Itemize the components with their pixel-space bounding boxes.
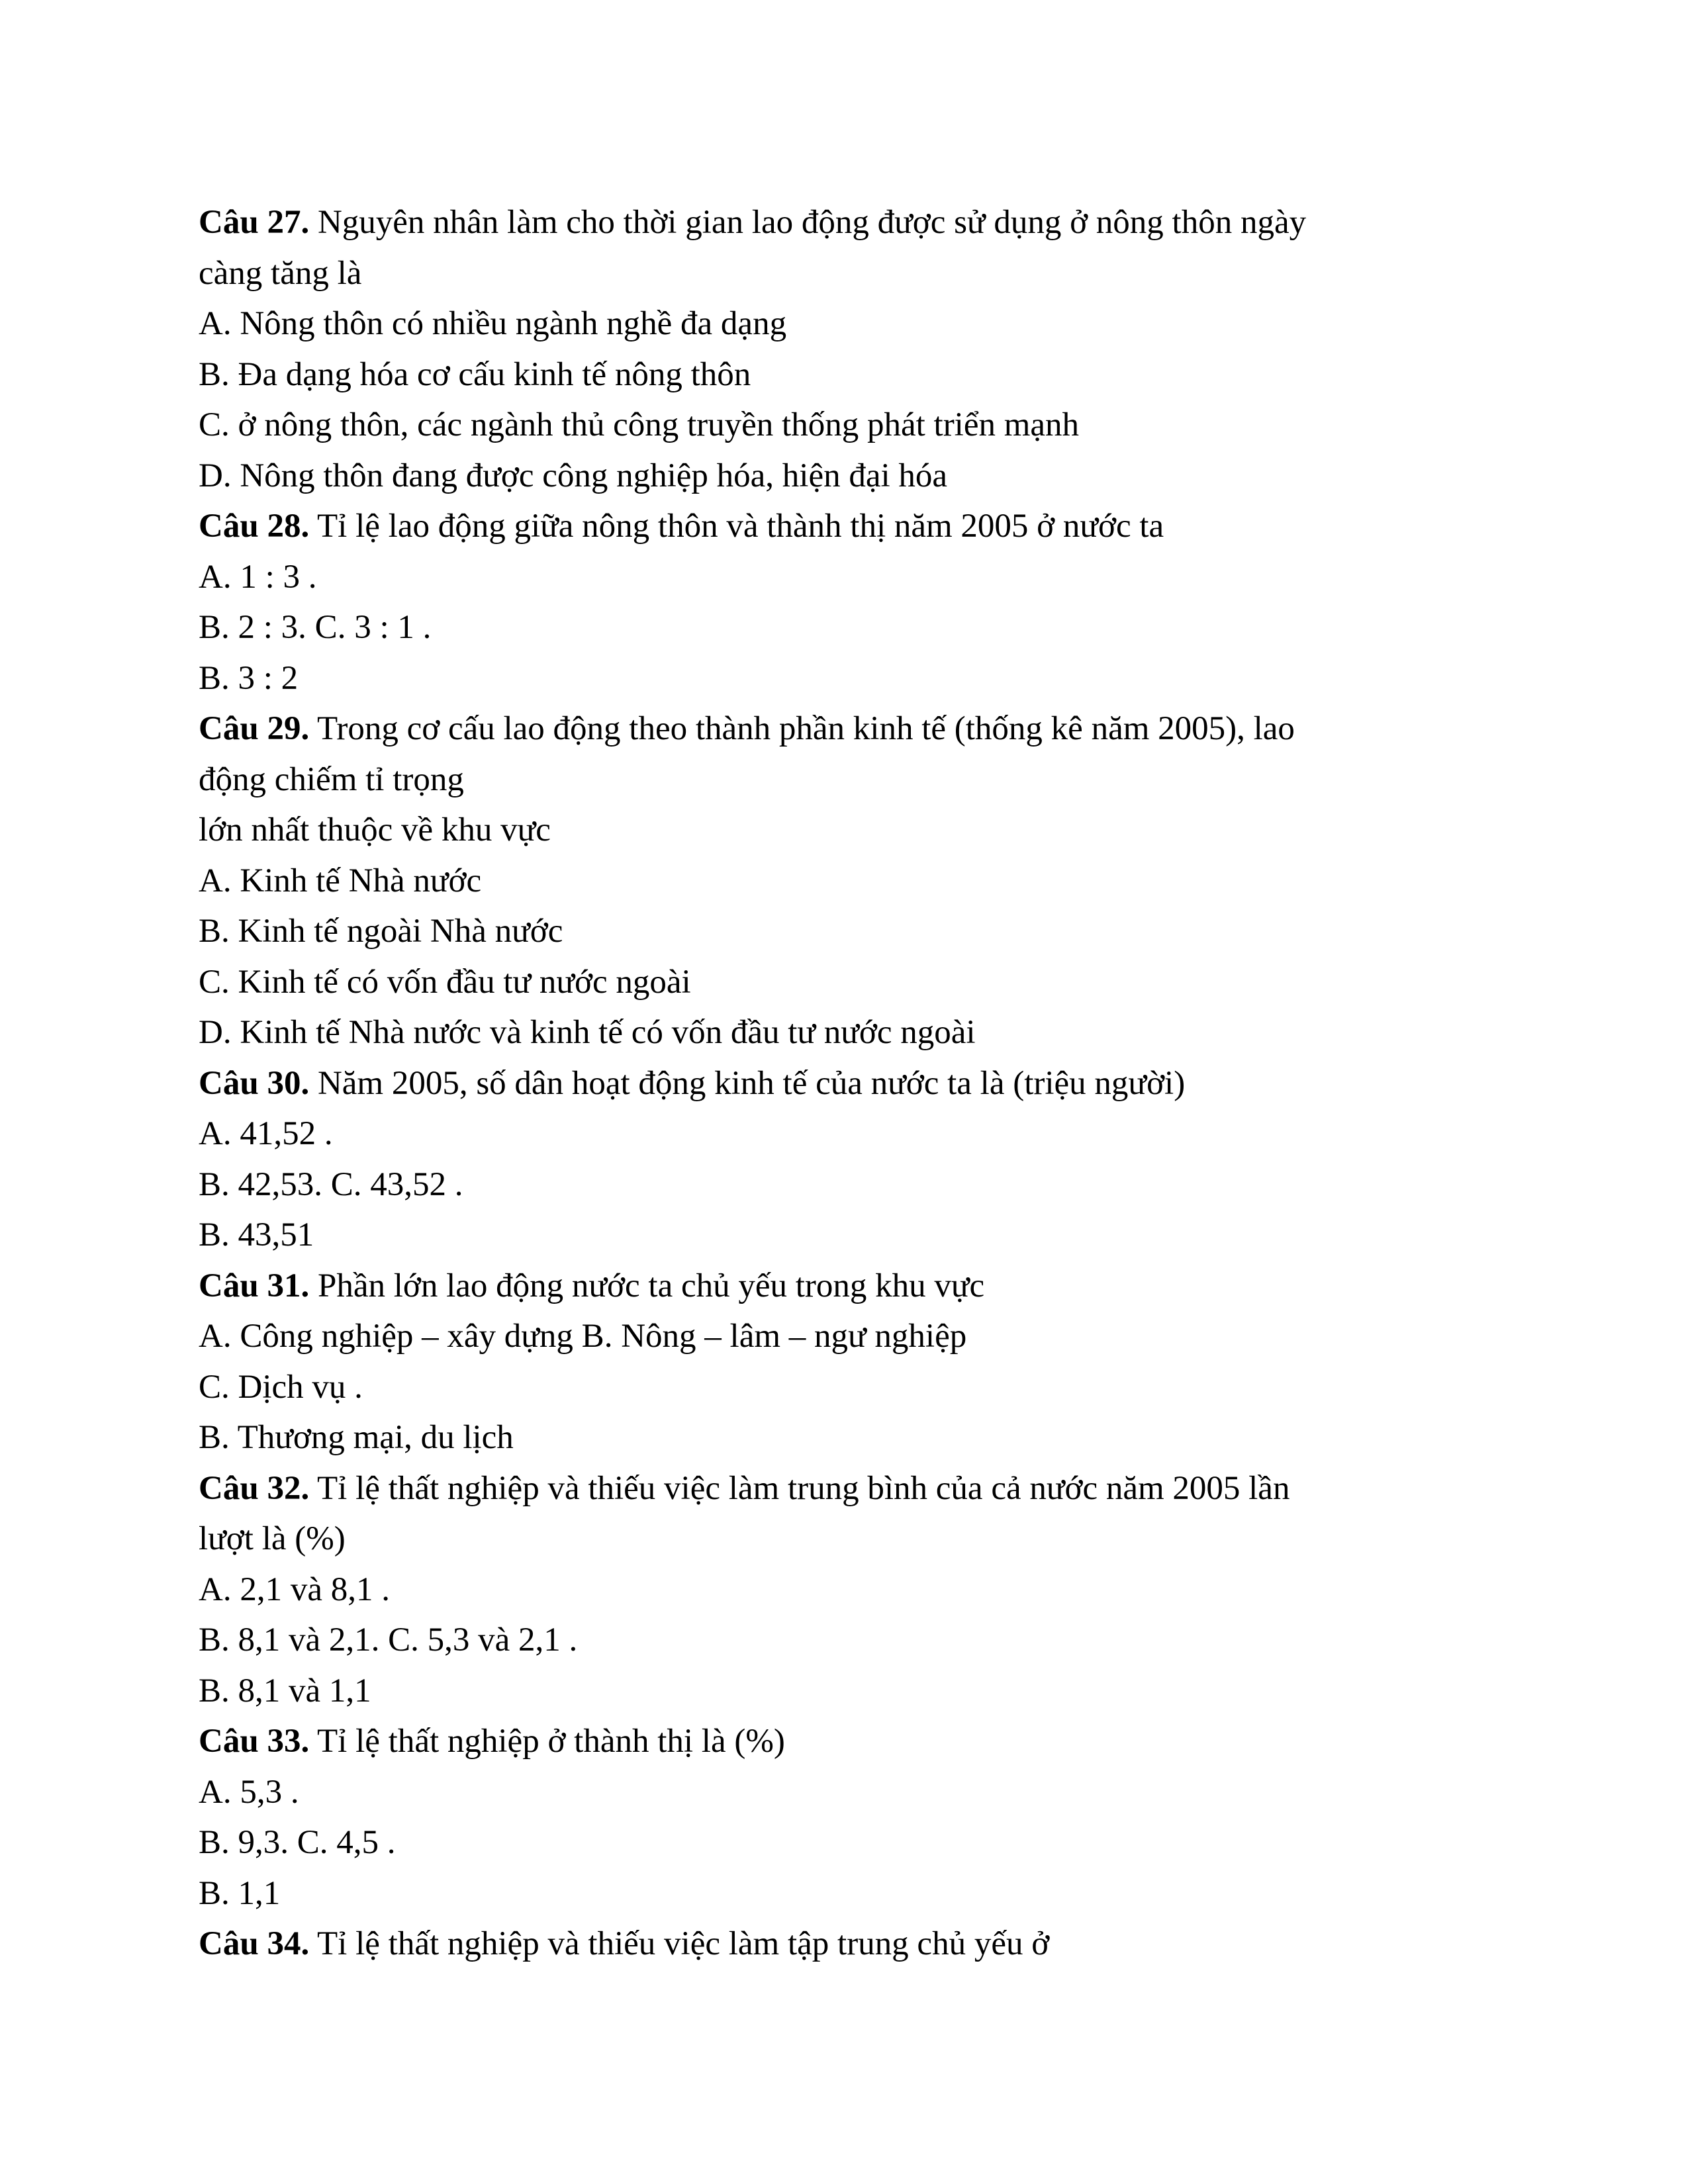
question-number: Câu 29. (199, 710, 310, 747)
answer-option-line: A. Kinh tế Nhà nước (199, 862, 482, 899)
question-stem-continuation (199, 248, 1496, 299)
question-stem-line (199, 704, 1496, 754)
question-stem-line (199, 197, 1496, 248)
answer-option-line: A. 5,3 . (199, 1773, 299, 1811)
answer-option-line: B. 3 : 2 (199, 659, 299, 697)
question-stem-line (199, 1919, 1496, 1970)
answer-option-line: C. Kinh tế có vốn đầu tư nước ngoài (199, 963, 691, 1001)
answer-option-line: B. Kinh tế ngoài Nhà nước (199, 913, 563, 950)
question-block (199, 704, 1496, 1058)
question-stem-text: Trong cơ cấu lao động theo thành phần kinh tế (thống kê năm 2005), lao (309, 710, 1295, 747)
question-number: Câu 31. (199, 1267, 310, 1304)
answer-option-line: B. 9,3. C. 4,5 . (199, 1824, 396, 1861)
question-stem-text: động chiếm tỉ trọng (199, 760, 464, 798)
answer-option-line: A. Công nghiệp – xây dựng B. Nông – lâm – ngư nghiệp (199, 1318, 967, 1355)
answer-option-line: D. Nông thôn đang được công nghiệp hóa, hiện đại hóa (199, 457, 948, 494)
answer-option-line: B. 2 : 3. C. 3 : 1 . (199, 609, 432, 646)
question-stem-continuation (199, 805, 1496, 856)
answer-option-line: A. 2,1 và 8,1 . (199, 1570, 390, 1608)
question-stem-text: Phần lớn lao động nước ta chủ yếu trong khu vực (309, 1267, 985, 1304)
question-stem-text: càng tăng là (199, 254, 362, 292)
question-stem-line (199, 1463, 1496, 1514)
question-block (199, 197, 1496, 501)
question-number: Câu 33. (199, 1723, 310, 1760)
answer-option-line: C. Dịch vụ . (199, 1368, 363, 1406)
answer-option-line: A. 41,52 . (199, 1115, 333, 1152)
answer-option-line: D. Kinh tế Nhà nước và kinh tế có vốn đầu tư nước ngoài (199, 1014, 976, 1051)
document-body (199, 197, 1496, 1970)
answer-option-line: A. Nông thôn có nhiều ngành nghề đa dạng (199, 305, 787, 342)
question-block (199, 501, 1496, 704)
question-number: Câu 34. (199, 1925, 310, 1962)
question-stem-text: Năm 2005, số dân hoạt động kinh tế của nước ta là (triệu người) (309, 1064, 1186, 1102)
question-stem-text: lượt là (%) (199, 1520, 346, 1557)
answer-option-line: B. Đa dạng hóa cơ cấu kinh tế nông thôn (199, 355, 751, 393)
question-block (199, 1463, 1496, 1717)
question-number: Câu 32. (199, 1469, 310, 1507)
question-stem-continuation (199, 1514, 1496, 1565)
answer-option-line: A. 1 : 3 . (199, 558, 317, 596)
question-block (199, 1261, 1496, 1463)
answer-option-line: B. 42,53. C. 43,52 . (199, 1165, 463, 1203)
question-block (199, 1058, 1496, 1261)
question-stem-text: Nguyên nhân làm cho thời gian lao động được sử dụng ở nông thôn ngày (309, 204, 1307, 241)
answer-option-line: B. 8,1 và 1,1 (199, 1672, 371, 1709)
answer-option-line: C. ở nông thôn, các ngành thủ công truyền thống phát triển mạnh (199, 406, 1080, 443)
question-stem-continuation (199, 754, 1496, 805)
question-stem-line (199, 501, 1496, 552)
question-block (199, 1919, 1496, 1970)
answer-option-line: B. 1,1 (199, 1874, 281, 1912)
answer-option-line: B. 43,51 (199, 1216, 314, 1253)
question-stem-text: Tỉ lệ thất nghiệp và thiếu việc làm tập trung chủ yếu ở (309, 1925, 1050, 1962)
question-stem-line (199, 1261, 1496, 1312)
question-stem-text: Tỉ lệ thất nghiệp ở thành thị là (%) (309, 1723, 785, 1760)
question-stem-line (199, 1716, 1496, 1767)
question-number: Câu 27. (199, 204, 310, 241)
question-stem-text: lớn nhất thuộc về khu vực (199, 811, 551, 848)
question-stem-text: Tỉ lệ lao động giữa nông thôn và thành thị năm 2005 ở nước ta (309, 508, 1164, 545)
question-block (199, 1716, 1496, 1919)
question-stem-line (199, 1058, 1496, 1109)
answer-option-line: B. Thương mại, du lịch (199, 1419, 514, 1456)
answer-option-line: B. 8,1 và 2,1. C. 5,3 và 2,1 . (199, 1621, 578, 1659)
question-stem-text: Tỉ lệ thất nghiệp và thiếu việc làm trung bình của cả nước năm 2005 lần (309, 1469, 1290, 1507)
question-number: Câu 30. (199, 1064, 310, 1102)
question-number: Câu 28. (199, 508, 310, 545)
